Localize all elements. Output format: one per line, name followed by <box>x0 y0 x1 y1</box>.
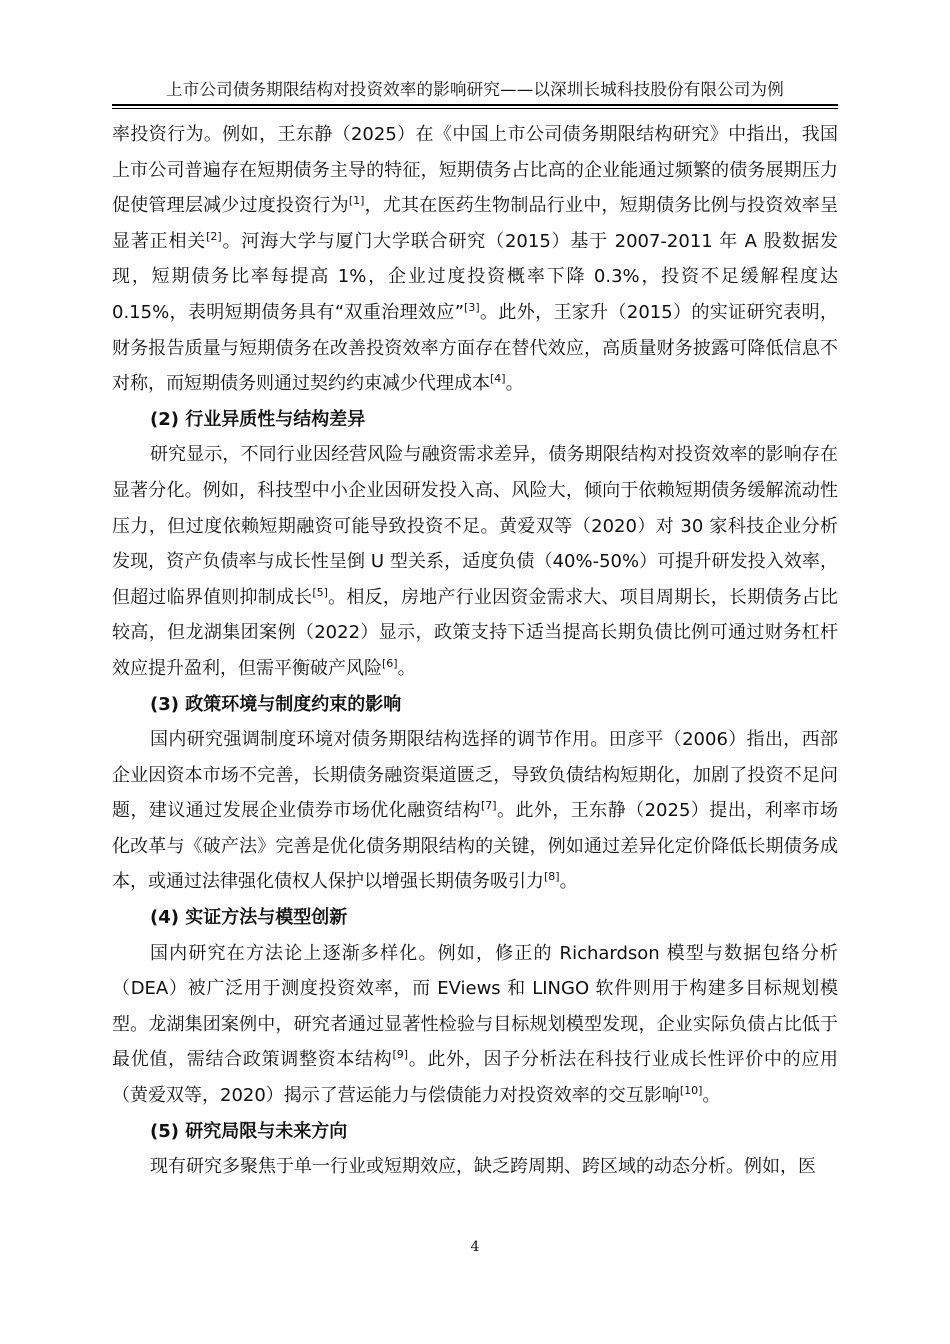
section-heading-2: (2) 行业异质性与结构差异 <box>150 408 366 430</box>
citation-1: [1] <box>348 194 365 208</box>
citation-10: [10] <box>679 1084 703 1098</box>
citation-2: [2] <box>206 229 222 243</box>
running-header: 上市公司债务期限结构对投资效率的影响研究——以深圳长城科技股份有限公司为例 <box>166 80 784 99</box>
paragraph-3: 国内研究强调制度环境对债务期限结构选择的调节作用。田彦平（2006）指出，西部企业因资本市场不完善，长期债务融资渠道匮乏，导致负债结构短期化，加剧了投资不足问题，建议通过发展企业债券市场优化融资结构[7]。此外，王东静（2025）提出，利率市场化改革与《破产法》完善是优化债务期限结构的关键，例如通过差异化定价降低长期债务成本，或通过法律强化债权人保护以增强长期债务吸引力[8]。 <box>112 729 838 893</box>
paragraph-4: 国内研究在方法论上逐渐多样化。例如，修正的 Richardson 模型与数据包络分析（DEA）被广泛用于测度投资效率，而 EViews 和 LINGO 软件则用于构建多目标规划模型。龙湖集团案例中，研究者通过显著性检验与目标规划模型发现，企业实际负债占比低于最优值，需结合政策调整资本结构[9]。此外，因子分析法在科技行业成长性评价中的应用（黄爱双等，2020）揭示了营运能力与偿债能力对投资效率的交互影响[10]。 <box>112 942 839 1107</box>
paragraph-5: 现有研究多聚焦于单一行业或短期效应，缺乏跨周期、跨区域的动态分析。例如，医 <box>150 1156 816 1178</box>
citation-3: [3] <box>464 300 480 314</box>
section-heading-5: (5) 研究局限与未来方向 <box>150 1120 348 1142</box>
paragraph-2: 研究显示，不同行业因经营风险与融资需求差异，债务期限结构对投资效率的影响存在显著分化。例如，科技型中小企业因研发投入高、风险大，倾向于依赖短期债务缓解流动性压力，但过度依赖短期融资可能导致投资不足。黄爱双等（2020）对 30 家科技企业分析发现，资产负债率与成长性呈倒 U 型关系，适度负债（40%-50%）可提升研发投入效率，但超过临界值则抑制成长[5]。相反，房地产行业因资金需求大、项目周期长，长期债务占比较高，但龙湖集团案例（2022）显示，政策支持下适当提高长期负债比例可通过财务杠杆效应提升盈利，但需平衡破产风险[6]。 <box>112 444 839 679</box>
citation-7: [7] <box>480 799 497 813</box>
citation-5: [5] <box>312 585 328 599</box>
citation-9: [9] <box>392 1048 409 1062</box>
paragraph-1: 率投资行为。例如，王东静（2025）在《中国上市公司债务期限结构研究》中指出，我国上市公司普遍存在短期债务主导的特征，短期债务占比高的企业能通过频繁的债务展期压力促使管理层减少过度投资行为[1]，尤其在医药生物制品行业中，短期债务比例与投资效率呈显著正相关[2]。河海大学与厦门大学联合研究（2015）基于 2007-2011 年 A 股数据发现，短期债务比率每提高 1%，企业过度投资概率下降 0.3%，投资不足缓解程度达 0.15%，表明短期债务具有“双重治理效应”[3]。此外，王家升（2015）的实证研究表明，财务报告质量与短期债务在改善投资效率方面存在替代效应，高质量财务披露可降低信息不对称，而短期债务则通过契约约束减少代理成本[4]。 <box>112 124 839 395</box>
page-number: 4 <box>470 1239 480 1255</box>
header-rule-thin <box>112 108 838 109</box>
section-heading-3: (3) 政策环境与制度约束的影响 <box>150 693 402 715</box>
citation-4: [4] <box>490 372 506 386</box>
citation-8: [8] <box>544 870 560 884</box>
body-text <box>112 117 838 1185</box>
header-rule <box>112 104 838 106</box>
section-heading-4: (4) 实证方法与模型创新 <box>150 907 348 929</box>
citation-6: [6] <box>382 656 398 670</box>
